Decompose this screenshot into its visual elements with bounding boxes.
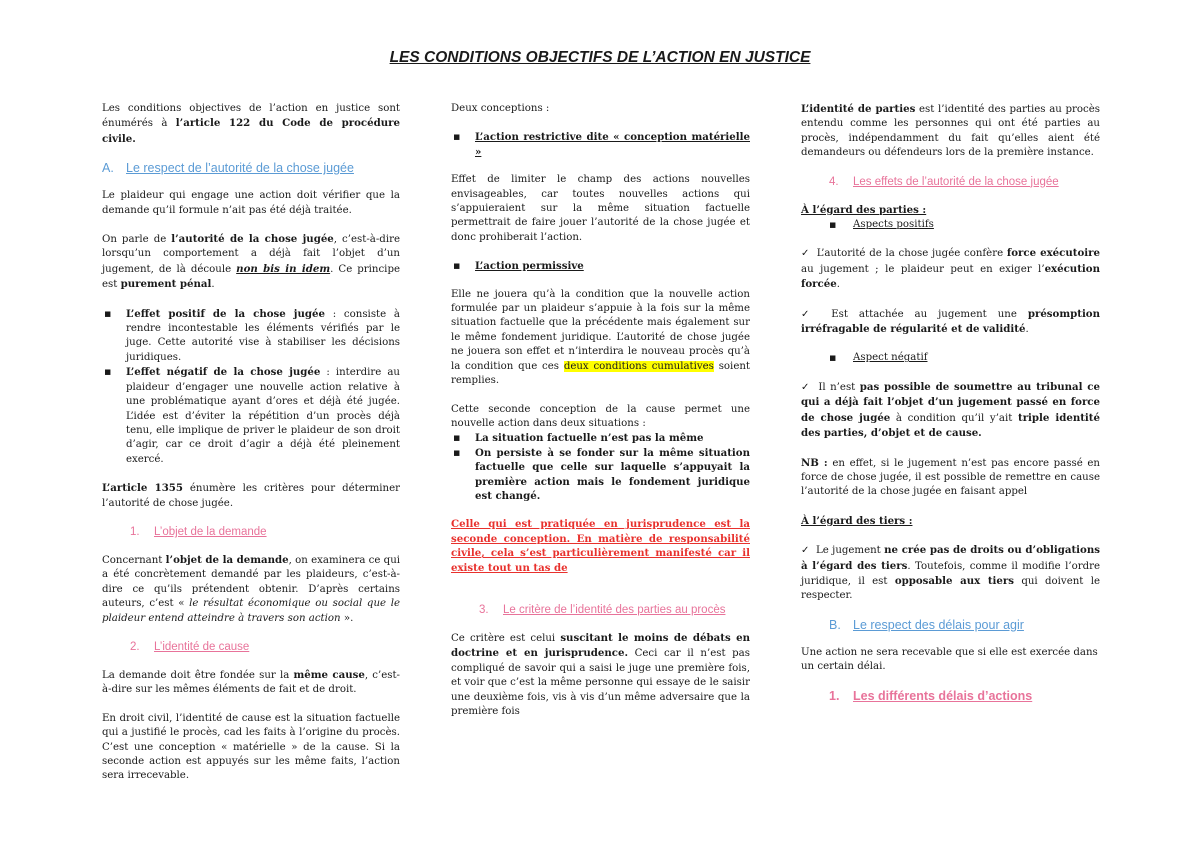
intro-paragraph: Les conditions objectives de l’action en justice sont énumérés à l’article 122 du Code de procédure civile. xyxy=(102,103,400,145)
list-item: ▪ La situation factuelle n’est pas la même xyxy=(451,431,750,445)
paragraph: Le plaideur qui engage une action doit vérifier que la demande qu’il formule n’ait pas été déjà traitée. xyxy=(102,190,400,216)
paragraph: Effet de limiter le champ des actions nouvelles envisageables, car toutes nouvelles actions qui s’appuieraient sur la même situation factuelle permettrait de faire jouer l’autorité de la chose jugée et donc prohiberait l’action. xyxy=(451,174,750,243)
heading-section-a: A. Le respect de l’autorité de la chose jugée xyxy=(102,161,354,176)
heading-identite-cause: 2. L’identité de cause xyxy=(130,640,250,653)
paragraph: Concernant l’objet de la demande, on examinera ce qui a été concrètement demandé par les plaideurs, c’est-à-dire ce qu’ils prétendent obtenir. D’après certains auteurs, c’est « le résultat économique ou social que le plaideur entend atteindre à travers son action ». xyxy=(102,553,401,624)
check-paragraph: ✓ Est attachée au jugement une présomption irréfragable de régularité et de validité. xyxy=(801,307,1101,336)
list-item: ▪ L’effet négatif de la chose jugée : interdire au plaideur d’engager une nouvelle action relative à une problématique ayant d’ores et déjà été jugée. L’idée est d’éviter la répétition d’un procès déjà tenu, elle implique de priver le plaideur de son droit d’agir, car ce droit d’agir a déjà été pleinement exercé. xyxy=(102,365,400,467)
column-2 xyxy=(451,102,750,733)
heading-section-b: B. Le respect des délais pour agir xyxy=(829,617,1024,632)
check-icon: ✓ xyxy=(801,308,818,320)
paragraph: L’identité de parties est l’identité des parties au procès entendu comme les personnes qui ont été parties au procès, indépendamment du fait qu’elles aient été demandeurs ou défendeurs lors de la première instance. xyxy=(801,103,1100,159)
heading-action-permissive: ▪ L’action permissive xyxy=(451,259,750,273)
check-paragraph: ✓ L’autorité de la chose jugée confère force exécutoire au jugement ; le plaideur peut en exiger l’exécution forcée. xyxy=(801,247,1100,291)
highlighted-text: deux conditions cumulatives xyxy=(563,360,714,372)
heading-effets-autorite: 4. Les effets de l’autorité de la chose jugée xyxy=(829,175,1059,188)
heading-action-restrictive: ▪ L’action restrictive dite « conception matérielle » xyxy=(451,130,750,159)
check-icon: ✓ xyxy=(801,381,811,393)
heading-identite-parties: 3. Le critère de l’identité des parties au procès xyxy=(479,603,726,616)
subheading-aspect-negatif: ▪ Aspect négatif xyxy=(801,351,1100,365)
red-note: Celle qui est pratiquée en jurisprudence est la seconde conception. En matière de responsabilité civile, cela s’est particulièrement manifesté car il existe tout un tas de xyxy=(451,518,750,574)
nb-paragraph: NB : en effet, si le jugement n’est pas encore passé en force de chose jugée, il est possible de remettre en cause l’autorité de la chose jugée en faisant appel xyxy=(801,456,1100,498)
paragraph: L’article 1355 énumère les critères pour déterminer l’autorité de chose jugée. xyxy=(102,482,400,509)
check-icon: ✓ xyxy=(801,248,811,260)
heading-objet-demande: 1. L’objet de la demande xyxy=(130,525,267,538)
paragraph: Cette seconde conception de la cause permet une nouvelle action dans deux situations : xyxy=(451,403,750,429)
paragraph: En droit civil, l’identité de cause est la situation factuelle qui a justifié le procès, cad les faits à l’origine du procès. C’est une conception « matérielle » de la cause. Si la seconde action est appuyés sur les même faits, l’action sera irrecevable. xyxy=(102,712,400,782)
effects-list xyxy=(102,307,400,467)
list-item: ▪ L’effet positif de la chose jugée : consiste à rendre incontestable les éléments vérifiés par le juge. Cette autorité vise à stabiliser les décisions juridiques. xyxy=(102,307,400,366)
page-title: LES CONDITIONS OBJECTIFS DE L’ACTION EN JUSTICE xyxy=(389,49,811,66)
heading-egard-parties: À l’égard des parties : xyxy=(801,203,927,216)
paragraph: Une action ne sera recevable que si elle est exercée dans un certain délai. xyxy=(801,646,1098,673)
heading-differents-delais: 1. Les différents délais d’actions xyxy=(829,688,1033,703)
paragraph: Ce critère est celui suscitant le moins de débats en doctrine et en jurisprudence. Ceci car il n’est pas compliqué de savoir qui a saisi le juge une première fois, et voir que c’est la même personne qui essaye de le saisir une deuxième fois, vis à vis d’un même adversaire que la première fois xyxy=(451,631,751,717)
heading-egard-tiers: À l’égard des tiers : xyxy=(801,514,913,527)
check-paragraph: ✓ Le jugement ne crée pas de droits ou d’obligations à l’égard des tiers. Toutefois, comme il modifie l’ordre juridique, il est opposable aux tiers qui doivent le respecter. xyxy=(801,544,1101,602)
list-item: ▪ On persiste à se fonder sur la même situation factuelle que celle sur laquelle s’appuyait la première action mais le fondement juridique est changé. xyxy=(451,446,750,504)
paragraph: La demande doit être fondée sur la même cause, c’est-à-dire sur les mêmes éléments de fait et de droit. xyxy=(102,668,400,696)
paragraph: On parle de l’autorité de la chose jugée, c’est-à-dire lorsqu’un comportement a déjà fait l’objet d’un jugement, de là découle non bis in idem. Ce principe est purement pénal. xyxy=(102,233,400,291)
check-icon: ✓ xyxy=(801,545,810,557)
column-1 xyxy=(102,102,400,798)
subheading-aspects-positifs: ▪ Aspects positifs xyxy=(801,218,1100,232)
column-3 xyxy=(801,102,1100,717)
situations-list xyxy=(451,431,750,503)
paragraph: Deux conceptions : xyxy=(451,103,550,114)
check-paragraph: ✓ Il n’est pas possible de soumettre au tribunal ce qui a déjà fait l’objet d’un jugement passé en force de chose jugée à condition qu’il y’ait triple identité des parties, d’objet et de cause. xyxy=(801,380,1100,440)
paragraph: Elle ne jouera qu’à la condition que la nouvelle action formulée par un plaideur s’appuie à la fois sur la même situation factuelle que la précédente mais également sur le même fondement juridique. L’autorité de chose jugée ne jouera son effet et n’interdira le nouveau procès qu’à la condition que ces deux conditions cumulatives soient remplies. xyxy=(451,288,751,387)
